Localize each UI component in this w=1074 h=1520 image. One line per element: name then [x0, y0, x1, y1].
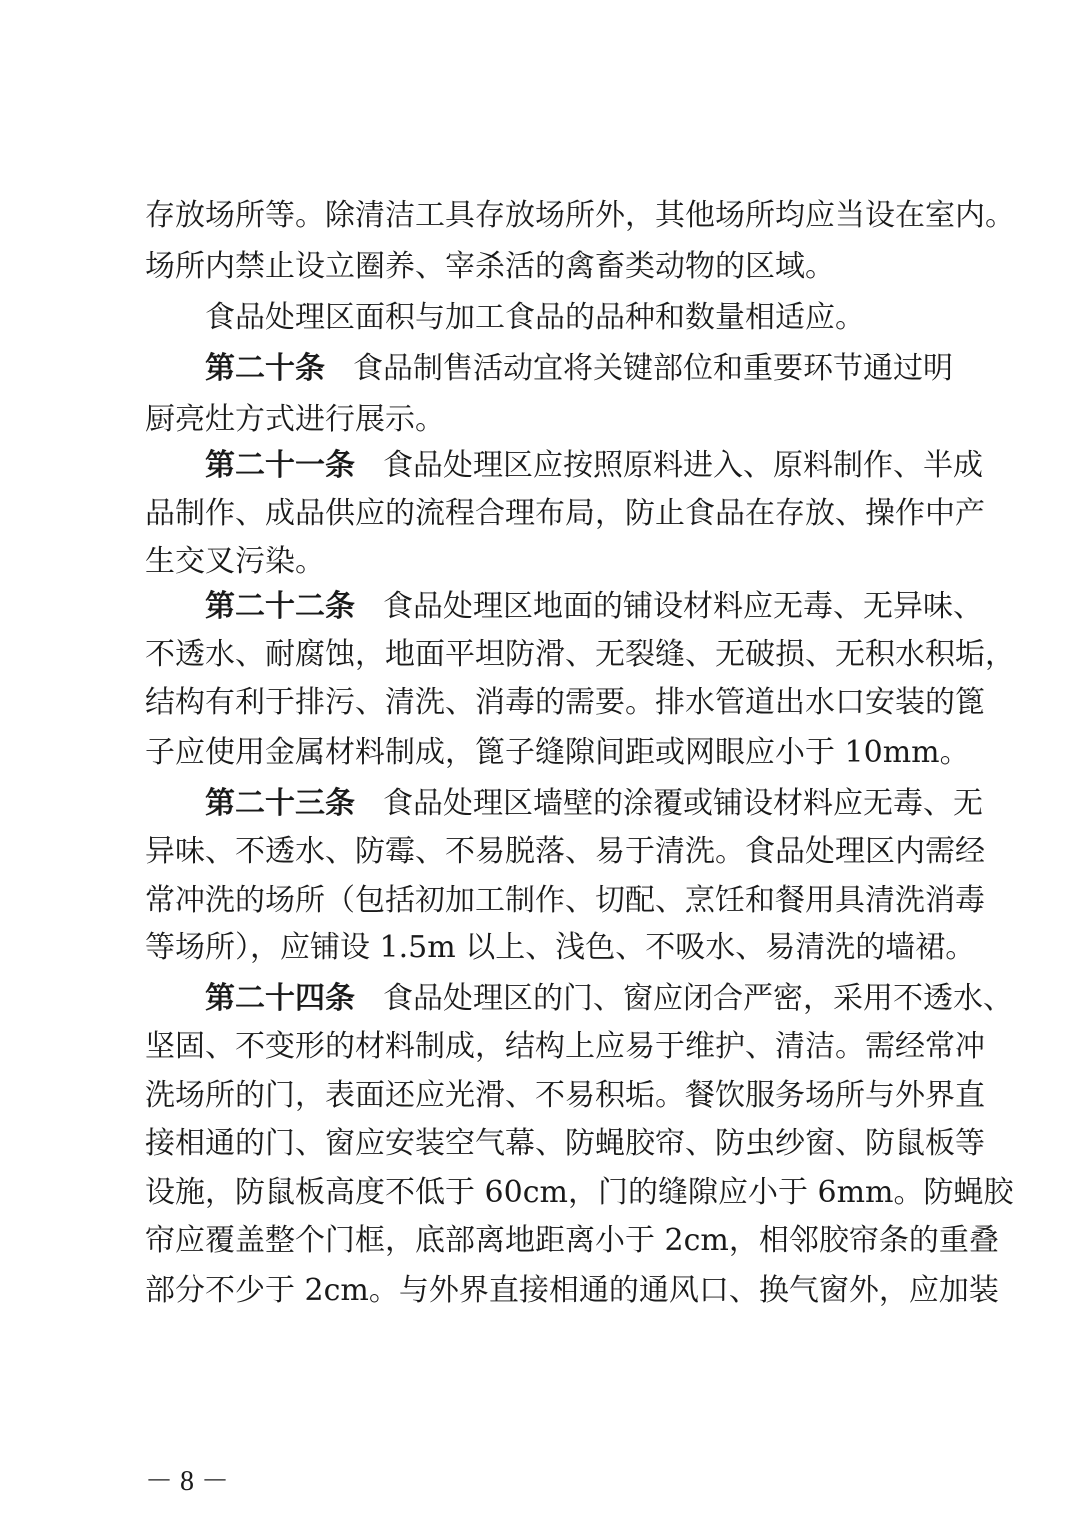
body-line: 设施，防鼠板高度不低于 60cm，门的缝隙应小于 6mm。防蝇胶: [145, 1175, 1014, 1210]
page-number: － 8 －: [145, 1466, 230, 1497]
body-line: 场所内禁止设立圈养、宰杀活的禽畜类动物的区域。: [145, 249, 835, 284]
body-line: 不透水、耐腐蚀，地面平坦防滑、无裂缝、无破损、无积水积垢，: [145, 637, 1015, 672]
body-line: 结构有利于排污、清洗、消毒的需要。排水管道出水口安装的篦: [145, 685, 985, 720]
body-line: 异味、不透水、防霉、不易脱落、易于清洗。食品处理区内需经: [145, 834, 985, 869]
body-line: 食品处理区面积与加工食品的品种和数量相适应。: [205, 300, 865, 335]
article-heading: 第二十条: [205, 351, 325, 386]
body-line: 帘应覆盖整个门框，底部离地距离小于 2cm，相邻胶帘条的重叠: [145, 1223, 999, 1258]
body-line: 生交叉污染。: [145, 544, 325, 579]
article-22-line: 第二十二条 食品处理区地面的铺设材料应无毒、无异味、: [205, 589, 983, 624]
article-heading: 第二十一条: [205, 448, 355, 483]
body-line: 厨亮灶方式进行展示。: [145, 402, 445, 437]
body-line: 接相通的门、窗应安装空气幕、防蝇胶帘、防虫纱窗、防鼠板等: [145, 1126, 985, 1161]
article-24-line: 第二十四条 食品处理区的门、窗应闭合严密，采用不透水、: [205, 981, 1013, 1016]
body-line: 品制作、成品供应的流程合理布局，防止食品在存放、操作中产: [145, 496, 985, 531]
article-23-line: 第二十三条 食品处理区墙壁的涂覆或铺设材料应无毒、无: [205, 786, 983, 821]
body-line: 部分不少于 2cm。与外界直接相通的通风口、换气窗外，应加装: [145, 1273, 999, 1308]
article-21-line: 第二十一条 食品处理区应按照原料进入、原料制作、半成: [205, 448, 983, 483]
body-line: 子应使用金属材料制成，篦子缝隙间距或网眼应小于 10mm。: [145, 735, 970, 770]
body-line: 常冲洗的场所（包括初加工制作、切配、烹饪和餐用具清洗消毒: [145, 883, 985, 918]
body-line: 等场所），应铺设 1.5m 以上、浅色、不吸水、易清洗的墙裙。: [145, 930, 976, 965]
article-heading: 第二十四条: [205, 981, 355, 1016]
body-line: 坚固、不变形的材料制成，结构上应易于维护、清洁。需经常冲: [145, 1029, 985, 1064]
body-line: 存放场所等。除清洁工具存放场所外，其他场所均应当设在室内。: [145, 198, 1015, 233]
article-heading: 第二十二条: [205, 589, 355, 624]
article-20-line: 第二十条 食品制售活动宜将关键部位和重要环节通过明: [205, 351, 953, 386]
body-line: 洗场所的门，表面还应光滑、不易积垢。餐饮服务场所与外界直: [145, 1078, 985, 1113]
article-heading: 第二十三条: [205, 786, 355, 821]
